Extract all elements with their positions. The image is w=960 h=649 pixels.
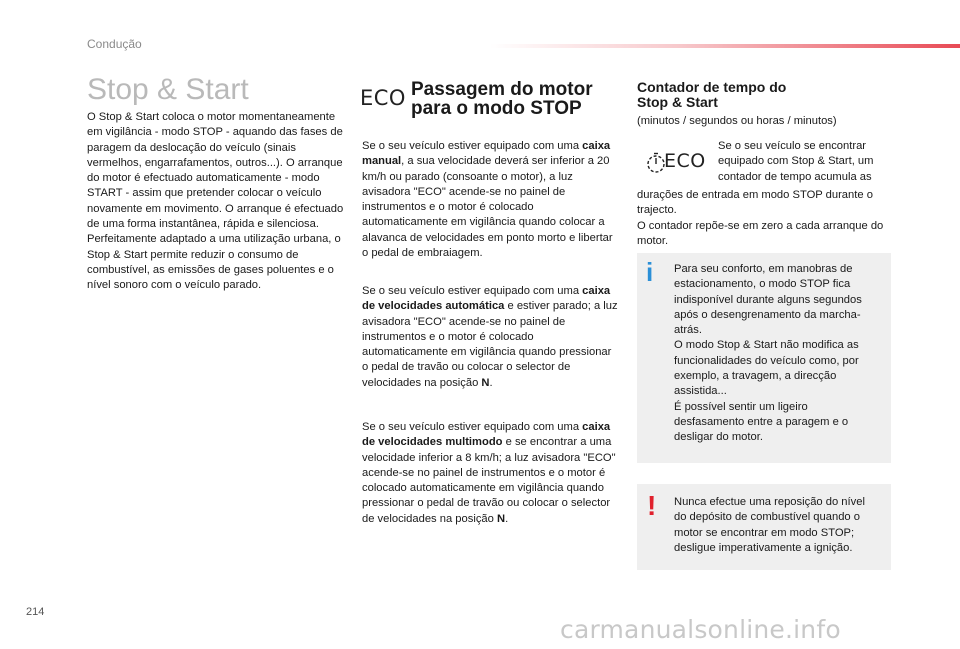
- counter-heading-line2: Stop & Start: [637, 94, 718, 110]
- stop-mode-heading-line1: Passagem do motor: [411, 79, 593, 100]
- info-paragraph-1: Para seu conforto, em manobras de estacionamento, o modo STOP fica indisponível durante alguns segundos após o desengrenamento da marcha-atrás.: [674, 263, 862, 337]
- auto-text-b: e estiver parado; a luz avisadora "ECO" acende-se no painel de instrumentos e o motor é colocado automaticamente em vigilância quando pressionar o pedal de travão ou colocar o selector de velocidades na posição: [362, 300, 618, 389]
- counter-units: (minutos / segundos ou horas / minutos): [637, 115, 837, 127]
- eco-timer-icon: [646, 150, 706, 178]
- manual-text-a: Se o seu veículo estiver equipado com uma: [362, 140, 583, 152]
- header-accent-bar: [490, 44, 960, 48]
- eco-label: ECO: [664, 150, 706, 172]
- stop-mode-heading-line2: para o modo STOP: [411, 98, 582, 119]
- warning-box: [637, 484, 891, 570]
- counter-desc-short: Se o seu veículo se encontrar equipado com Stop & Start, um contador de tempo acumula as: [718, 140, 874, 183]
- manual-text-b: , a sua velocidade deverá ser inferior a 20 km/h ou parado (consoante o motor), a luz avisadora "ECO" acende-se no painel de instrumentos e o motor é colocado automaticamente em vigilância quando colocar a alavanca de velocidades em ponto morto e libertar o pedal de embraiagem.: [362, 155, 613, 260]
- info-box: [637, 253, 891, 463]
- auto-text-a: Se o seu veículo estiver equipado com uma: [362, 285, 583, 297]
- eco-icon: ECO: [360, 86, 406, 110]
- info-text: [674, 262, 874, 446]
- multi-text-c: .: [505, 512, 509, 525]
- automatic-gearbox-paragraph: [362, 284, 619, 391]
- counter-desc: [637, 188, 891, 249]
- auto-bold-n: N: [481, 376, 490, 389]
- stop-mode-heading: [411, 80, 621, 118]
- timer-icon: [646, 152, 666, 174]
- manual-bold: caixa manual: [362, 140, 611, 168]
- watermark: carmanualsonline.info: [560, 615, 841, 644]
- info-icon: i: [646, 257, 654, 287]
- page-number: 214: [26, 606, 45, 618]
- intro-paragraph-2: Perfeitamente adaptado a uma utilização urbana, o Stop & Start permite reduzir o consumo de combustível, as emissões de gases poluentes e o nível sonoro com o veículo parado.: [87, 233, 341, 292]
- auto-text-c: .: [489, 376, 493, 389]
- warning-icon: !: [647, 490, 657, 521]
- info-paragraph-3: É possível sentir um ligeiro desfasamento entre a paragem e o desligar do motor.: [674, 400, 849, 444]
- counter-reset-text: O contador repõe-se em zero a cada arranque do motor.: [637, 219, 884, 247]
- info-paragraph-2: O modo Stop & Start não modifica as funcionalidades do veículo como, por exemplo, a travagem, a direcção assistida...: [674, 339, 859, 398]
- multi-text-b: e se encontrar a uma velocidade inferior a 8 km/h; a luz avisadora "ECO" acende-se no painel de instrumentos e o motor é colocado automaticamente em vigilância quando pressionar o pedal de travão ou colocar o selector de velocidades na posição: [362, 436, 616, 525]
- counter-heading-line1: Contador de tempo do: [637, 79, 787, 95]
- counter-desc-rest: durações de entrada em modo STOP durante o trajecto.: [637, 189, 873, 217]
- manual-gearbox-paragraph: [362, 139, 619, 261]
- multi-bold-n: N: [496, 512, 506, 525]
- intro-paragraph: O Stop & Start coloca o motor momentaneamente em vigilância - modo STOP - aquando das fases de paragem da deslocação do veículo (sinais vermelhos, engarrafamentos, outros...). O arranque do motor é efectuado automaticamente - modo START - assim que pretender colocar o veículo novamente em movimento. O arranque é efectuado de uma forma instantânea, rápida e silenciosa.: [87, 111, 344, 231]
- multimode-gearbox-paragraph: [362, 420, 619, 527]
- warning-text: Nunca efectue uma reposição do nível do depósito de combustível quando o motor se encontrar em modo STOP; desligue imperativamente a ignição.: [674, 496, 865, 554]
- multi-bold: caixa de velocidades multimodo: [362, 421, 611, 449]
- section-label: Condução: [87, 37, 142, 51]
- multi-text-a: Se o seu veículo estiver equipado com uma: [362, 421, 583, 433]
- intro-text: [87, 110, 347, 294]
- page-title: Stop & Start: [87, 73, 249, 106]
- auto-bold: caixa de velocidades automática: [362, 285, 611, 313]
- counter-heading: [637, 80, 877, 110]
